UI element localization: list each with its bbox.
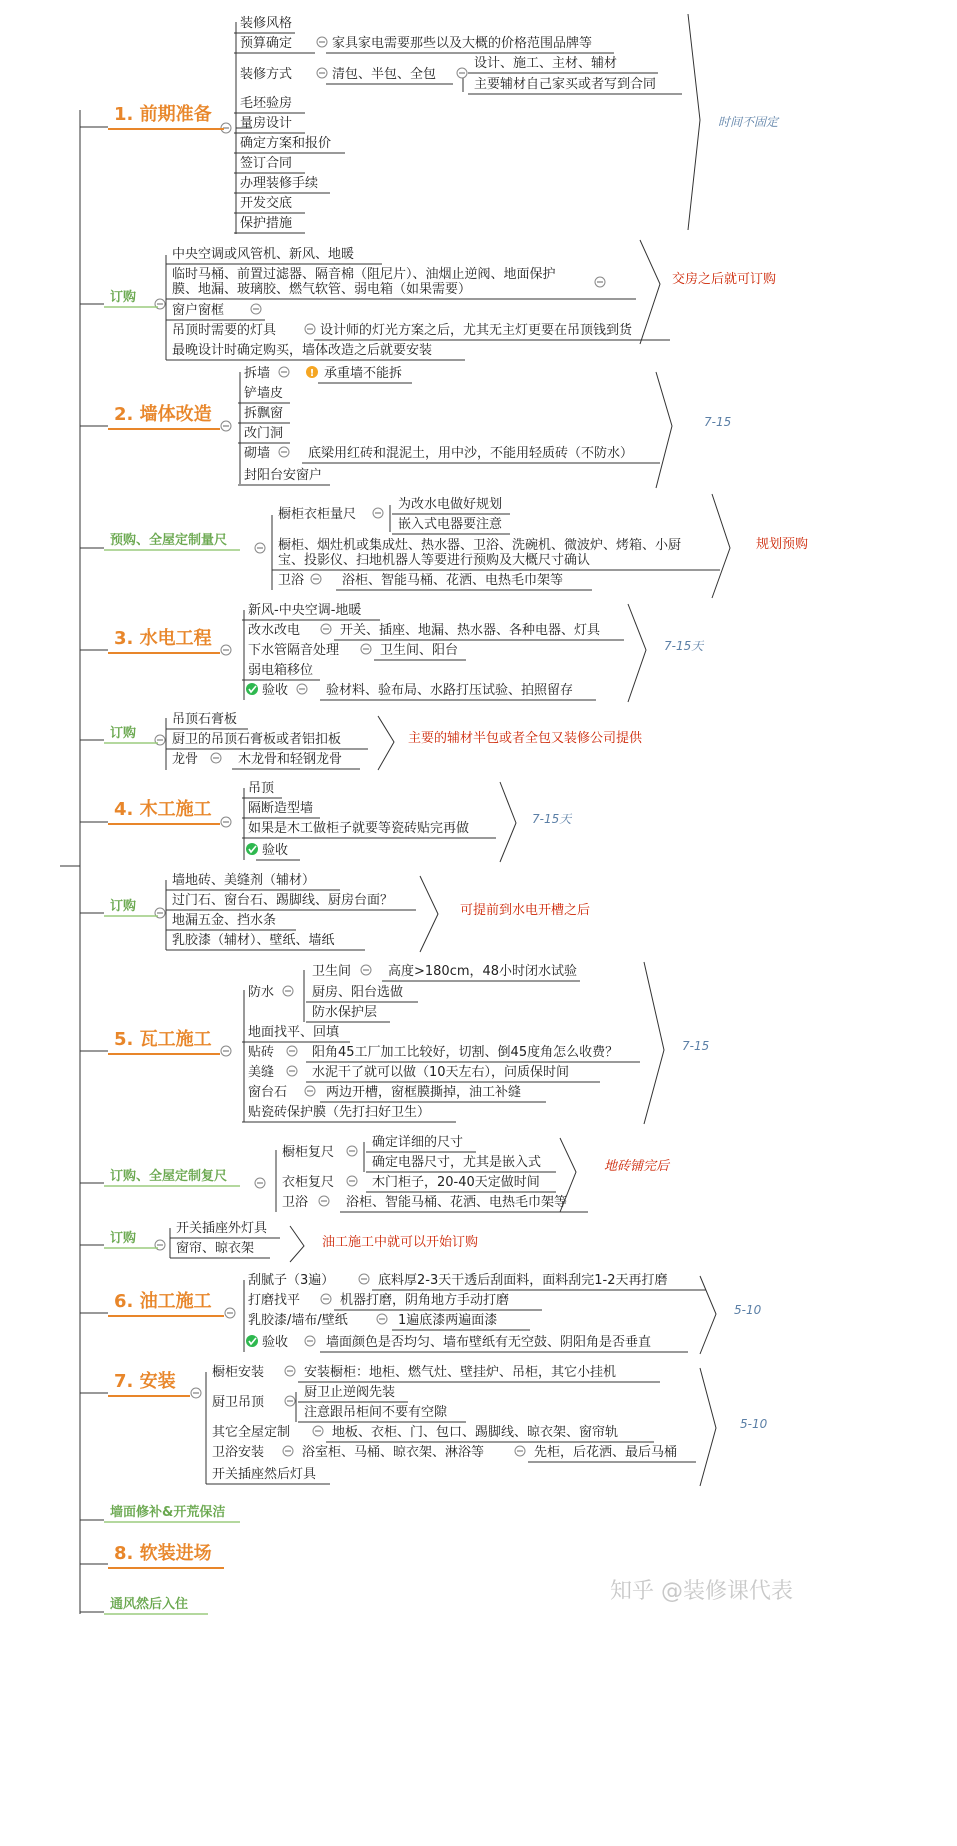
node-g1: 订购 (110, 290, 137, 305)
node-m2-1a: 承重墙不能拆 (324, 366, 403, 381)
node-m6-3a: 1遍底漆两遍面漆 (398, 1313, 498, 1328)
node-m2: 2. 墙体改造 (114, 404, 212, 425)
node-m5-3a: 阳角45工厂加工比较好，切割、倒45度角怎么收费？ (312, 1045, 619, 1060)
node-g4-3: 地漏五金、挡水条 (172, 913, 277, 928)
node-m7-2b: 注意跟吊柜间不要有空隙 (304, 1405, 448, 1420)
node-n10: 地砖铺完后 (604, 1159, 670, 1174)
node-g6-1: 开关插座外灯具 (176, 1221, 268, 1236)
node-m1-2: 预算确定 (240, 36, 293, 51)
node-m2-2: 铲墙皮 (244, 386, 284, 401)
node-m6-3: 乳胶漆/墙布/壁纸 (248, 1313, 348, 1328)
node-m1-5: 量房设计 (240, 116, 293, 131)
node-g4-4: 乳胶漆（辅材）、壁纸、墙纸 (172, 933, 335, 948)
node-g5-2a: 木门柜子，20-40天定做时间 (372, 1175, 540, 1190)
node-g4-1: 墙地砖、美缝剂（辅材） (172, 873, 316, 888)
node-g5-1b: 确定电器尺寸，尤其是嵌入式 (372, 1155, 542, 1170)
node-m2-6: 封阳台安窗户 (244, 468, 323, 483)
node-m3-3: 下水管隔音处理 (248, 643, 340, 658)
node-g6-2: 窗帘、晾衣架 (176, 1241, 255, 1256)
node-m3-1: 新风-中央空调-地暖 (248, 603, 362, 618)
node-m4-3: 如果是木工做柜子就要等瓷砖贴完再做 (248, 821, 470, 836)
node-g2-2: 橱柜、烟灶机或集成灶、热水器、卫浴、洗碗机、微波炉、烤箱、小厨 (278, 538, 682, 553)
node-m1-3c: 主要辅材自己家买或者写到合同 (474, 77, 657, 92)
node-m3-5: 验收 (262, 683, 289, 698)
node-m3-4: 弱电箱移位 (248, 663, 314, 678)
node-m1-7: 签订合同 (240, 156, 293, 171)
node-n1: 时间不固定 (718, 115, 779, 129)
node-m2-5a: 底梁用红砖和混泥土，用中沙，不能用轻质砖（不防水） (308, 446, 634, 461)
node-m7-4b: 先柜，后花洒、最后马桶 (534, 1445, 678, 1460)
node-m3-2a: 开关、插座、地漏、热水器、各种电器、灯具 (340, 623, 601, 638)
node-m5-1c: 防水保护层 (312, 1005, 378, 1020)
node-labels (110, 15, 808, 1612)
node-m5-4: 美缝 (248, 1065, 275, 1080)
node-m3-3a: 卫生间、阳台 (380, 643, 459, 658)
node-n9: 7-15 (682, 1039, 710, 1053)
node-g5-1a: 确定详细的尺寸 (372, 1135, 464, 1150)
node-g5-3a: 浴柜、智能马桶、花洒、电热毛巾架等 (346, 1195, 568, 1210)
node-g4-2: 过门石、窗台石、踢脚线、厨房台面？ (172, 893, 394, 908)
node-g3-1: 吊顶石膏板 (172, 712, 238, 727)
node-m1-8: 办理装修手续 (240, 176, 319, 191)
node-n6: 主要的辅材半包或者全包又装修公司提供 (408, 731, 643, 746)
node-m3-2: 改水改电 (248, 623, 301, 638)
node-g2-1: 橱柜衣柜量尺 (278, 507, 357, 522)
node-g1-2: 临时马桶、前置过滤器、隔音棉（阻尼片）、油烟止逆阀、地面保护 (172, 267, 556, 282)
node-g6: 订购 (110, 1231, 137, 1246)
node-m7: 7. 安装 (114, 1371, 176, 1392)
node-m5-3: 贴砖 (248, 1045, 275, 1060)
exclamation-icon (306, 366, 318, 379)
node-g1-2b: 膜、地漏、玻璃胶、燃气软管、弱电箱（如果需要） (172, 282, 472, 297)
node-m1: 1. 前期准备 (114, 104, 212, 125)
node-m6-1a: 底料厚2-3天干透后刮面料，面料刮完1-2天再打磨 (378, 1273, 668, 1288)
node-m5-5: 窗台石 (248, 1085, 288, 1100)
node-m1-3a: 清包、半包、全包 (332, 67, 437, 82)
node-m7-3: 其它全屋定制 (212, 1425, 291, 1440)
node-m1-3b: 设计、施工、主材、辅材 (474, 56, 618, 71)
group-brackets (290, 14, 730, 1486)
node-m7-1: 橱柜安装 (212, 1365, 265, 1380)
node-g2: 预购、全屋定制量尺 (110, 533, 228, 548)
node-m7-2a: 厨卫止逆阀先装 (304, 1385, 396, 1400)
node-m5-5a: 两边开槽，窗框膜撕掉，油工补缝 (326, 1085, 522, 1100)
node-m6-2: 打磨找平 (248, 1293, 301, 1308)
node-m1-6: 确定方案和报价 (240, 136, 332, 151)
node-n5: 7-15天 (664, 639, 704, 653)
node-g2-3a: 浴柜、智能马桶、花洒、电热毛巾架等 (342, 573, 564, 588)
node-m7-2: 厨卫吊顶 (212, 1395, 265, 1410)
node-m1-9: 开发交底 (240, 196, 293, 211)
node-g5-3: 卫浴 (282, 1195, 309, 1210)
checkmark-icon (246, 1335, 258, 1347)
node-m6-4a: 墙面颜色是否均匀、墙布壁纸有无空鼓、阴阳角是否垂直 (326, 1335, 652, 1350)
node-m6-4: 验收 (262, 1335, 289, 1350)
node-n7: 7-15天 (532, 812, 572, 826)
node-m6: 6. 油工施工 (114, 1291, 212, 1312)
node-m7-5: 开关插座然后灯具 (212, 1467, 317, 1482)
node-g4: 订购 (110, 899, 137, 914)
node-n3: 7-15 (704, 415, 732, 429)
node-g3-2: 厨卫的吊顶石膏板或者铝扣板 (172, 732, 342, 747)
node-m6-1: 刮腻子（3遍） (248, 1273, 335, 1288)
node-m5: 5. 瓦工施工 (114, 1029, 212, 1050)
node-m1-2a: 家具家电需要那些以及大概的价格范围品牌等 (332, 36, 593, 51)
node-n4: 规划预购 (756, 537, 809, 552)
node-g3-3: 龙骨 (172, 752, 199, 767)
node-g2-1a: 为改水电做好规划 (398, 497, 503, 512)
node-n11: 油工施工中就可以开始订购 (322, 1235, 479, 1250)
node-g1-1: 中央空调或风管机、新风、地暖 (172, 247, 355, 262)
node-n12: 5-10 (734, 1303, 762, 1317)
node-g2-2b: 宝、投影仪、扫地机器人等要进行预购及大概尺寸确认 (278, 553, 591, 568)
checkmark-icon (246, 843, 258, 855)
checkmark-icon (246, 683, 258, 695)
node-g5-2: 衣柜复尺 (282, 1175, 335, 1190)
node-g8: 通风然后入住 (110, 1597, 189, 1612)
node-m5-1: 防水 (248, 985, 275, 1000)
node-m2-1: 拆墙 (244, 366, 271, 381)
node-m1-10: 保护措施 (240, 216, 293, 231)
node-m1-4: 毛坯验房 (240, 96, 293, 111)
node-m3: 3. 水电工程 (114, 628, 212, 649)
node-m4-4: 验收 (262, 843, 289, 858)
node-m1-3: 装修方式 (240, 67, 293, 82)
node-g3-3a: 木龙骨和轻钢龙骨 (238, 752, 343, 767)
node-m5-6: 贴瓷砖保护膜（先打扫好卫生） (248, 1105, 431, 1120)
node-m1-1: 装修风格 (240, 16, 293, 31)
node-m4: 4. 木工施工 (114, 799, 212, 820)
node-g2-1b: 嵌入式电器要注意 (398, 517, 503, 532)
node-m2-4: 改门洞 (244, 426, 284, 441)
node-g7: 墙面修补&开荒保洁 (110, 1505, 226, 1520)
node-m2-3: 拆飘窗 (244, 406, 284, 421)
node-m6-2a: 机器打磨，阴角地方手动打磨 (340, 1293, 510, 1308)
node-m7-4a: 浴室柜、马桶、晾衣架、淋浴等 (302, 1445, 485, 1460)
node-g1-3: 窗户窗框 (172, 303, 225, 318)
node-g5: 订购、全屋定制复尺 (110, 1169, 228, 1184)
node-n8: 可提前到水电开槽之后 (460, 903, 591, 918)
svg-text:!: ! (309, 368, 315, 379)
node-m5-1b: 厨房、阳台选做 (312, 985, 404, 1000)
node-g1-4: 吊顶时需要的灯具 (172, 323, 277, 338)
node-m3-5a: 验材料、验布局、水路打压试验、拍照留存 (326, 683, 574, 698)
node-m5-2: 地面找平、回填 (248, 1025, 340, 1040)
watermark: 知乎 @装修课代表 (610, 1579, 793, 1604)
node-m7-1a: 安装橱柜：地柜、燃气灶、壁挂炉、吊柜，其它小挂机 (304, 1365, 617, 1380)
node-n13: 5-10 (740, 1417, 768, 1431)
node-g5-1: 橱柜复尺 (282, 1145, 335, 1160)
node-m7-4: 卫浴安装 (212, 1445, 265, 1460)
root-trunk (60, 110, 80, 1614)
node-m8: 8. 软装进场 (114, 1543, 212, 1564)
node-n2: 交房之后就可订购 (672, 272, 777, 287)
node-m5-1a1: 高度>180cm，48小时闭水试验 (388, 964, 578, 979)
node-g3: 订购 (110, 726, 137, 741)
node-g1-4a: 设计师的灯光方案之后，尤其无主灯更要在吊顶钱到货 (320, 323, 633, 338)
node-m5-1a: 卫生间 (312, 964, 352, 979)
node-m4-2: 隔断造型墙 (248, 801, 314, 816)
node-m5-4a: 水泥干了就可以做（10天左右），问质保时间 (312, 1065, 570, 1080)
node-g1-5: 最晚设计时确定购买，墙体改造之后就要安装 (172, 343, 433, 358)
node-m2-5: 砌墙 (244, 446, 271, 461)
node-g2-3: 卫浴 (278, 573, 305, 588)
node-m7-3a: 地板、衣柜、门、包口、踢脚线、晾衣架、窗帘轨 (332, 1425, 619, 1440)
node-m4-1: 吊顶 (248, 781, 275, 796)
